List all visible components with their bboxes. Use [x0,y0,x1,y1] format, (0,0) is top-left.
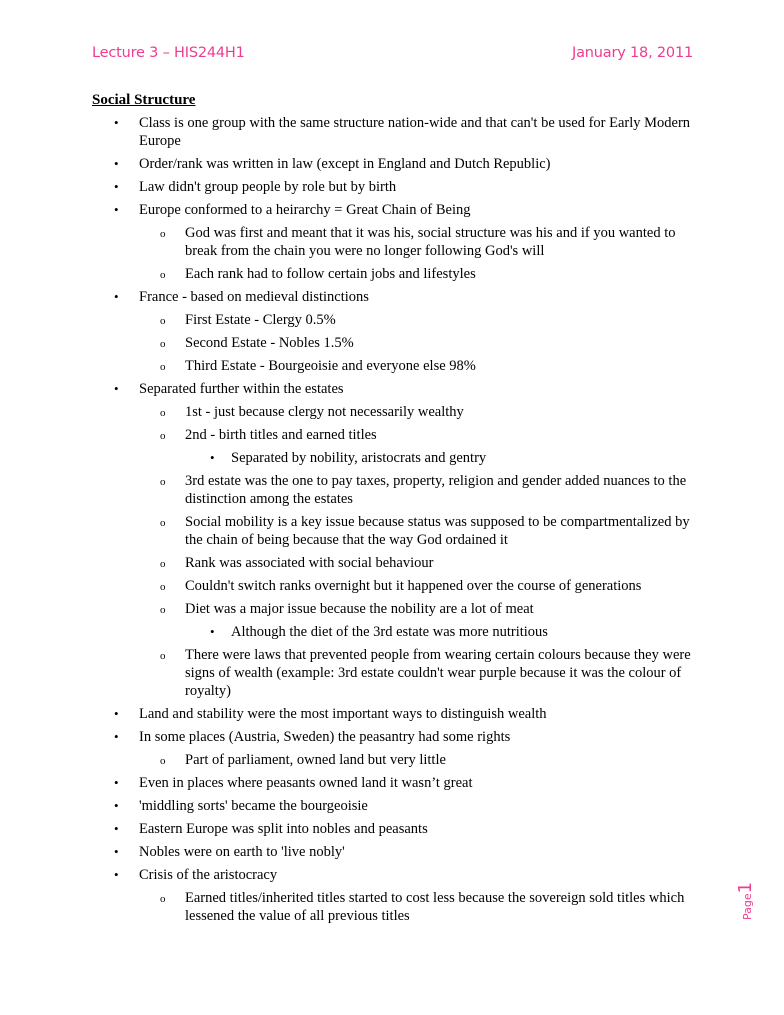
circle-bullet-icon: o [160,604,166,616]
notes-list [0,114,784,930]
bullet-text: Earned titles/inherited titles started to cost less because the sovereign sold titles which lessened the value of all previous titles [185,890,685,924]
bullet-text: 2nd - birth titles and earned titles [185,427,377,443]
bullet-item [0,201,699,219]
sub-bullet-item [0,403,700,421]
bullet-text: Each rank had to follow certain jobs and lifestyles [185,266,476,282]
bullet-text: Crisis of the aristocracy [139,867,278,883]
circle-bullet-icon: o [160,650,166,662]
sub-bullet-item [0,357,700,375]
sub-sub-bullet-item [0,623,700,641]
bullet-text: Class is one group with the same structure nation-wide and that can't be used for Early Modern Europe [139,115,691,149]
bullet-item [0,866,699,884]
circle-bullet-icon: o [160,269,166,281]
bullet-text: Second Estate - Nobles 1.5% [185,335,354,351]
bullet-item [0,843,699,861]
bullet-text: In some places (Austria, Sweden) the peasantry had some rights [139,729,511,745]
bullet-text: Land and stability were the most important ways to distinguish wealth [139,706,547,722]
bullet-text: Nobles were on earth to 'live nobly' [139,844,345,860]
page-number: 1 [735,881,756,894]
bullet-text: Rank was associated with social behaviour [185,555,434,571]
page-number-marker [733,876,755,922]
bullet-item [0,380,699,398]
bullet-text: Separated further within the estates [139,381,344,397]
circle-bullet-icon: o [160,315,166,327]
header-date: January 18, 2011 [572,45,693,61]
circle-bullet-icon: o [160,517,166,529]
bullet-icon: • [114,844,119,859]
bullet-icon: • [114,867,119,882]
circle-bullet-icon: o [160,430,166,442]
bullet-icon: • [210,450,215,465]
bullet-text: Order/rank was written in law (except in England and Dutch Republic) [139,156,551,172]
circle-bullet-icon: o [160,361,166,373]
bullet-text: There were laws that prevented people from wearing certain colours because they were signs of wealth (example: 3rd estate couldn't wear purple because it was the colour of royalty) [185,647,691,699]
bullet-text: God was first and meant that it was his, social structure was his and if you wanted to break from the chain you were no longer following God's will [185,225,676,259]
sub-bullet-item [0,600,700,618]
bullet-icon: • [114,179,119,194]
bullet-icon: • [114,202,119,217]
bullet-item [0,705,699,723]
sub-bullet-item [0,513,700,549]
sub-bullet-item [0,311,700,329]
header-course: Lecture 3 – HIS244H1 [92,45,245,61]
sub-bullet-item [0,751,700,769]
bullet-text: Social mobility is a key issue because status was supposed to be compartmentalized by the chain of being because that the way God ordained it [185,514,690,548]
bullet-text: 1st - just because clergy not necessarily wealthy [185,404,464,420]
bullet-icon: • [114,115,119,130]
bullet-text: Separated by nobility, aristocrats and gentry [231,450,487,466]
bullet-text: Diet was a major issue because the nobility are a lot of meat [185,601,534,617]
sub-bullet-item [0,334,700,352]
bullet-item [0,288,699,306]
circle-bullet-icon: o [160,407,166,419]
sub-bullet-item [0,426,700,444]
circle-bullet-icon: o [160,476,166,488]
bullet-text: Couldn't switch ranks overnight but it happened over the course of generations [185,578,642,594]
sub-bullet-item [0,646,700,700]
bullet-icon: • [114,706,119,721]
sub-bullet-item [0,577,700,595]
circle-bullet-icon: o [160,893,166,905]
sub-bullet-item [0,554,700,572]
bullet-icon: • [210,624,215,639]
bullet-text: France - based on medieval distinctions [139,289,369,305]
circle-bullet-icon: o [160,338,166,350]
page-word: Page [741,893,754,920]
sub-sub-bullet-item [0,449,700,467]
bullet-text: Part of parliament, owned land but very little [185,752,446,768]
bullet-item [0,797,699,815]
bullet-text: Third Estate - Bourgeoisie and everyone else 98% [185,358,476,374]
bullet-item [0,155,699,173]
bullet-text: Although the diet of the 3rd estate was more nutritious [231,624,548,640]
bullet-text: 3rd estate was the one to pay taxes, property, religion and gender added nuances to the distinction among the estates [185,473,687,507]
bullet-icon: • [114,381,119,396]
sub-bullet-item [0,224,700,260]
bullet-icon: • [114,821,119,836]
bullet-item [0,774,699,792]
bullet-icon: • [114,798,119,813]
circle-bullet-icon: o [160,755,166,767]
sub-bullet-item [0,472,700,508]
bullet-icon: • [114,289,119,304]
bullet-icon: • [114,156,119,171]
circle-bullet-icon: o [160,558,166,570]
bullet-text: 'middling sorts' became the bourgeoisie [139,798,368,814]
bullet-text: Even in places where peasants owned land it wasn’t great [139,775,473,791]
circle-bullet-icon: o [160,581,166,593]
bullet-text: First Estate - Clergy 0.5% [185,312,336,328]
bullet-text: Eastern Europe was split into nobles and peasants [139,821,428,837]
section-title: Social Structure [92,92,196,108]
bullet-item [0,820,699,838]
bullet-text: Law didn't group people by role but by birth [139,179,397,195]
sub-bullet-item [0,889,700,925]
bullet-item [0,178,699,196]
bullet-text: Europe conformed to a heirarchy = Great Chain of Being [139,202,471,218]
bullet-icon: • [114,775,119,790]
bullet-icon: • [114,729,119,744]
bullet-item [0,728,699,746]
sub-bullet-item [0,265,700,283]
bullet-item [0,114,699,150]
circle-bullet-icon: o [160,228,166,240]
